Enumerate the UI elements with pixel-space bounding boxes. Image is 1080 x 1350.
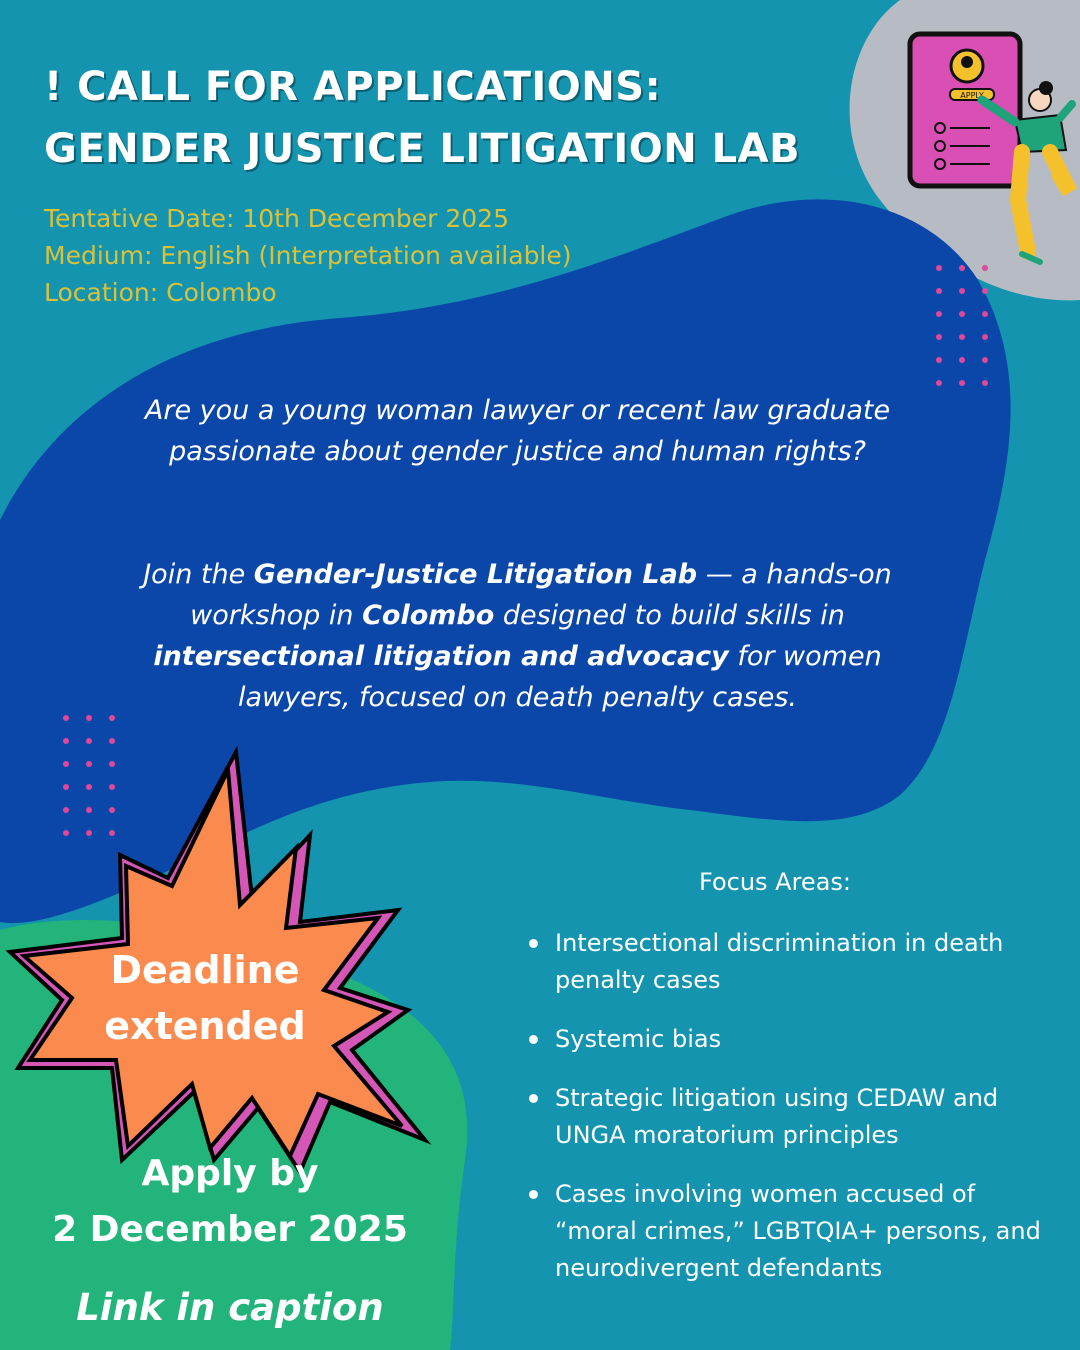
decor-dot [109,715,115,721]
decor-dot [936,288,942,294]
decor-dot [86,784,92,790]
decor-dot [936,311,942,317]
title-line-1: ! CALL FOR APPLICATIONS: [44,64,662,110]
decor-dot [936,380,942,386]
event-date: Tentative Date: 10th December 2025 [44,204,509,233]
decor-dot [63,830,69,836]
decor-dot [959,334,965,340]
decor-dot [959,288,965,294]
decor-dot [109,807,115,813]
page-title [44,56,800,180]
decor-dot [936,357,942,363]
decor-dot [109,761,115,767]
decor-dot [982,357,988,363]
decor-dot [109,738,115,744]
deadline-badge [70,942,340,1054]
decor-dot [63,784,69,790]
title-line-2: GENDER JUSTICE LITIGATION LAB [44,126,801,172]
deadline-line-2: extended [104,1004,306,1048]
decor-dot [936,334,942,340]
decor-dot [63,807,69,813]
join-bold-skills: intersectional litigation and advocacy [153,641,729,672]
decor-dot [982,288,988,294]
decor-dot [86,738,92,744]
decor-dot [63,761,69,767]
decor-dot [86,830,92,836]
decor-dot [109,784,115,790]
list-item: Strategic litigation using CEDAW and UNGA moratorium principles [528,1080,1048,1154]
decor-dot [959,265,965,271]
join-text-2: — a hands-on workshop in [190,559,892,631]
apply-by-date: 2 December 2025 [52,1209,408,1250]
intro-question: Are you a young woman lawyer or recent law graduate passionate about gender justice and human rights? [144,395,891,467]
join-text-4: for women lawyers, focused on death penalty cases. [238,641,882,713]
apply-by-label: Apply by [141,1153,319,1194]
event-location: Location: Colombo [44,278,277,307]
decor-dot [86,761,92,767]
join-bold-lab-name: Gender-Justice Litigation Lab [253,559,698,590]
decor-dot [959,380,965,386]
decor-dot [982,380,988,386]
decor-dot [982,311,988,317]
decor-dot [63,715,69,721]
decor-dot [109,830,115,836]
decor-dot [982,265,988,271]
decor-dot [982,334,988,340]
decor-dot [959,311,965,317]
apply-badge-label: APPLY [960,91,984,100]
list-item: Systemic bias [528,1021,1048,1058]
decor-dot [86,715,92,721]
link-in-caption: Link in caption [76,1286,384,1329]
decor-dot [86,807,92,813]
apply-by [20,1146,440,1258]
focus-areas-list [528,925,1048,1309]
deadline-line-1: Deadline [110,948,300,992]
decor-dot [936,265,942,271]
focus-areas-heading: Focus Areas: [699,868,851,896]
list-item: Cases involving women accused of “moral crimes,” LGBTQIA+ persons, and neurodivergent defendants [528,1176,1048,1287]
join-text-1: Join the [143,559,254,590]
list-item: Intersectional discrimination in death penalty cases [528,925,1048,999]
decor-dot [63,738,69,744]
join-bold-location: Colombo [362,600,495,631]
join-text-3: designed to build skills in [494,600,845,631]
join-description [120,554,915,718]
decor-dot [959,357,965,363]
event-info [44,200,572,311]
event-medium: Medium: English (Interpretation available) [44,241,572,270]
